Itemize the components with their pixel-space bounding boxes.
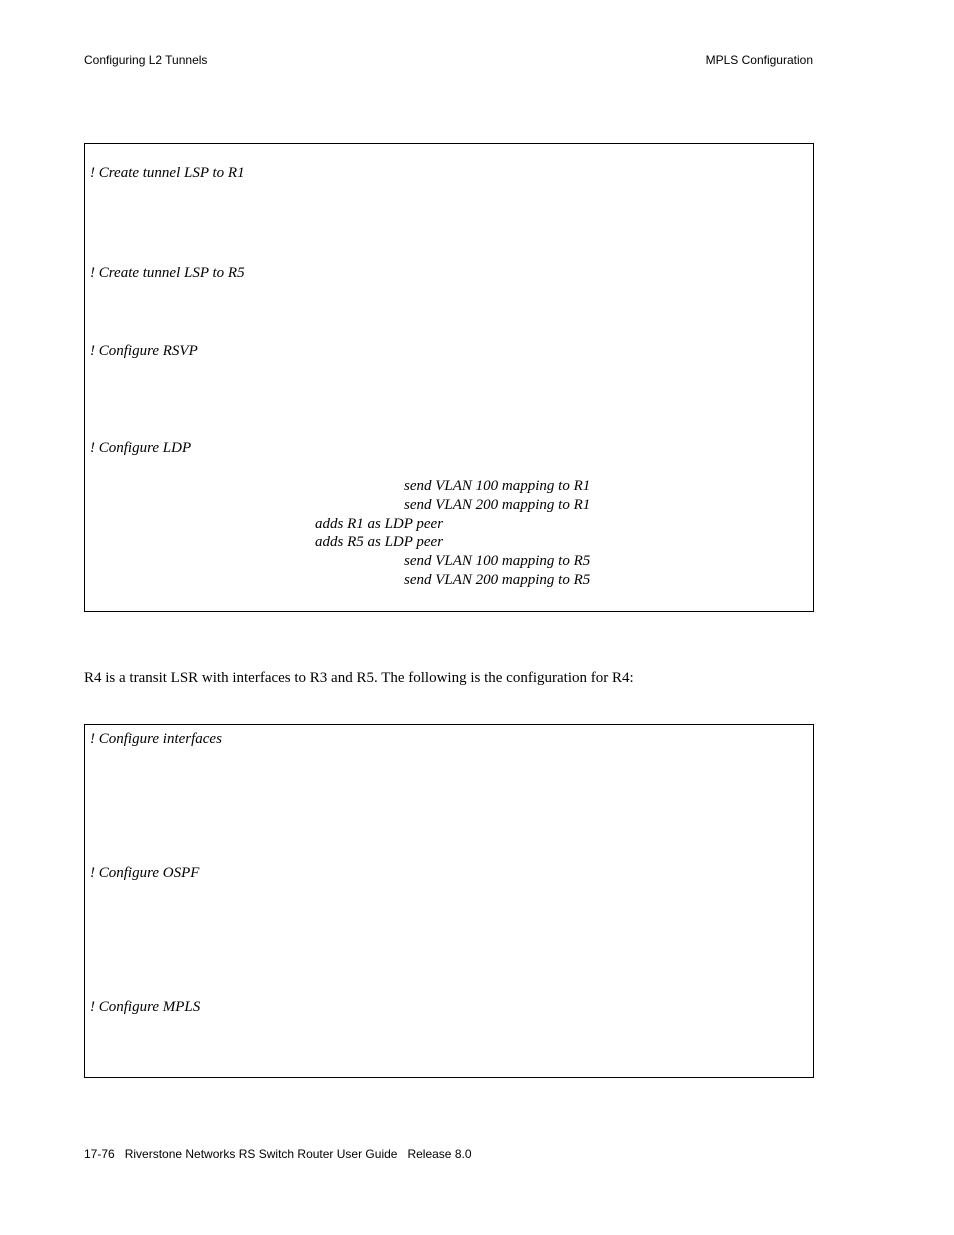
running-header-right: MPLS Configuration bbox=[705, 53, 813, 67]
comment-configure-interfaces: ! Configure interfaces bbox=[90, 731, 222, 747]
comment-vlan100-r1: send VLAN 100 mapping to R1 bbox=[404, 478, 591, 494]
body-paragraph: R4 is a transit LSR with interfaces to R3 and R5. The following is the configuration for R4: bbox=[84, 670, 634, 686]
config-box-r4 bbox=[84, 724, 814, 1078]
comment-vlan100-r5: send VLAN 100 mapping to R5 bbox=[404, 553, 591, 569]
comment-create-lsp-r1: ! Create tunnel LSP to R1 bbox=[90, 165, 245, 181]
comment-create-lsp-r5: ! Create tunnel LSP to R5 bbox=[90, 265, 245, 281]
comment-configure-ospf: ! Configure OSPF bbox=[90, 865, 200, 881]
comment-vlan200-r1: send VLAN 200 mapping to R1 bbox=[404, 497, 591, 513]
comment-configure-ldp: ! Configure LDP bbox=[90, 440, 192, 456]
comment-configure-mpls: ! Configure MPLS bbox=[90, 999, 201, 1015]
comment-ldp-peer-r1: adds R1 as LDP peer bbox=[315, 516, 444, 532]
comment-configure-rsvp: ! Configure RSVP bbox=[90, 343, 198, 359]
running-header-left: Configuring L2 Tunnels bbox=[84, 53, 208, 67]
comment-vlan200-r5: send VLAN 200 mapping to R5 bbox=[404, 572, 591, 588]
comment-ldp-peer-r5: adds R5 as LDP peer bbox=[315, 534, 444, 550]
page-footer: 17-76 Riverstone Networks RS Switch Router User Guide Release 8.0 bbox=[84, 1147, 472, 1161]
config-box-r3 bbox=[84, 143, 814, 612]
